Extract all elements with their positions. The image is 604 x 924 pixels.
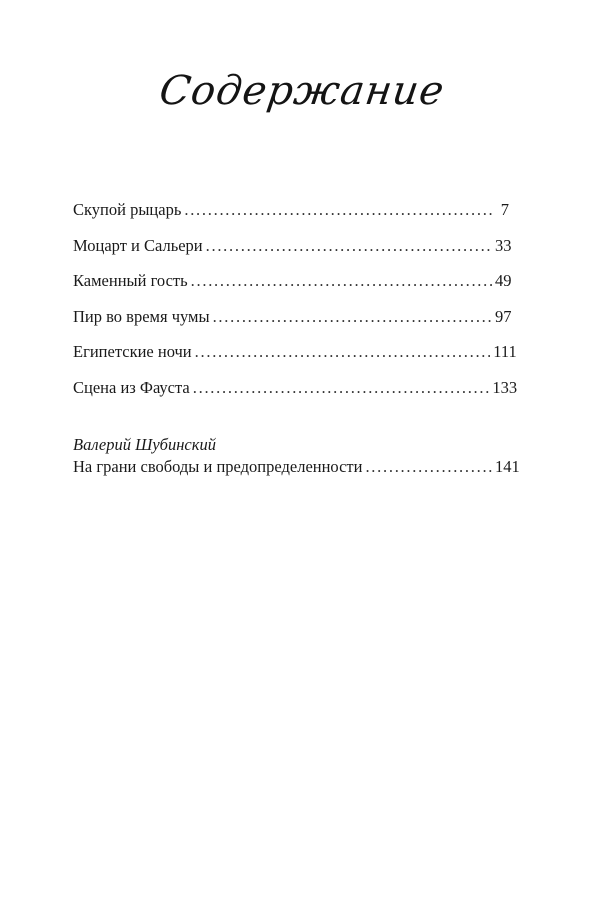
toc-entry-page: 141 — [495, 457, 520, 476]
dot-leader — [213, 306, 492, 328]
dot-leader — [191, 270, 492, 292]
toc-entry-label: Моцарт и Сальери — [73, 235, 203, 255]
toc-entry — [73, 235, 512, 271]
toc-entry — [73, 199, 509, 235]
toc-entry-label: Каменный гость — [73, 271, 188, 290]
afterword-section — [73, 434, 520, 480]
afterword-author: Валерий Шубинский — [73, 435, 216, 454]
toc-entry-page: 49 — [495, 271, 512, 290]
toc-entry-page: 33 — [495, 235, 512, 255]
toc-entry-page: 111 — [493, 342, 517, 361]
toc-entry-page: 97 — [495, 306, 512, 326]
dot-leader — [365, 456, 492, 478]
toc-entry — [73, 377, 518, 413]
toc-entry — [73, 306, 512, 342]
toc-entry-label: Сцена из Фауста — [73, 377, 190, 397]
toc-entry-label: Пир во время чумы — [73, 306, 210, 326]
toc-entry-label: На грани свободы и предопределенности — [73, 457, 363, 476]
table-of-contents — [73, 199, 518, 412]
toc-entry — [73, 270, 512, 306]
dot-leader — [193, 377, 490, 399]
toc-entry-page: 7 — [500, 200, 509, 219]
toc-entry — [73, 456, 520, 480]
dot-leader — [184, 199, 492, 221]
dot-leader — [206, 235, 492, 257]
toc-entry-label: Египетские ночи — [73, 342, 192, 361]
toc-entry-label: Скупой рыцарь — [73, 200, 182, 219]
toc-entry — [73, 341, 517, 377]
page-title: Содержание — [156, 68, 448, 114]
dot-leader — [195, 341, 491, 363]
toc-entry-page: 133 — [492, 377, 518, 397]
